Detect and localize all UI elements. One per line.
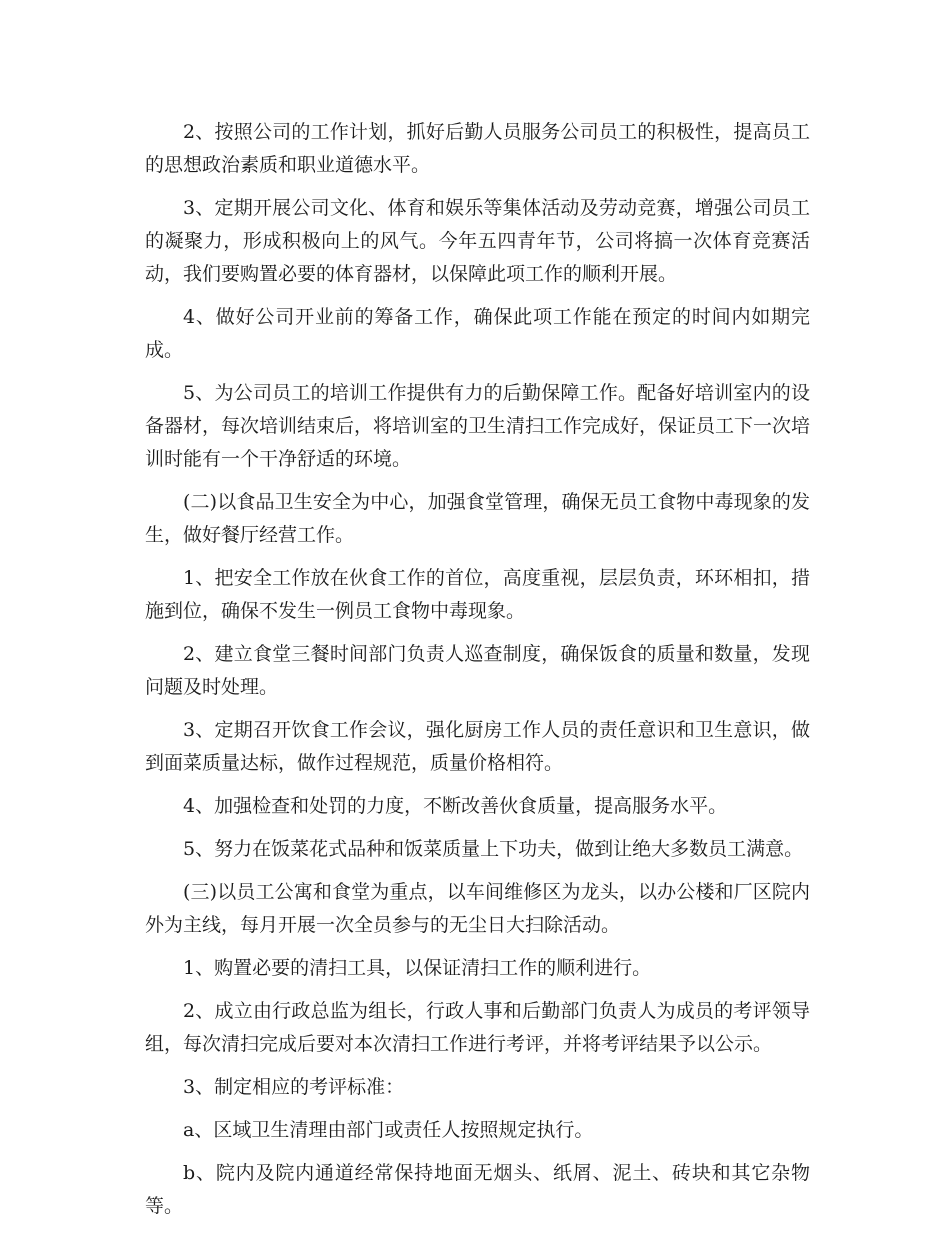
section-heading: (三)以员工公寓和食堂为重点，以车间维修区为龙头，以办公楼和厂区院内外为主线，每月开展一次全员参与的无尘日大扫除活动。 [145,881,810,936]
paragraph: 4、加强检查和处罚的力度，不断改善伙食质量，提高服务水平。 [183,795,728,817]
paragraph: 5、为公司员工的培训工作提供有力的后勤保障工作。配备好培训室内的设备器材，每次培训结束后，将培训室的卫生清扫工作完成好，保证员工下一次培训时能有一个干净舒适的环境。 [145,382,811,470]
list-item: a、区域卫生清理由部门或责任人按照规定执行。 [183,1119,594,1141]
paragraph: 2、成立由行政总监为组长，行政人事和后勤部门负责人为成员的考评领导组，每次清扫完成后要对本次清扫工作进行考评，并将考评结果予以公示。 [145,1000,810,1055]
paragraph: 1、把安全工作放在伙食工作的首位，高度重视，层层负责，环环相扣，措施到位，确保不发生一例员工食物中毒现象。 [145,567,810,622]
paragraph: 3、定期开展公司文化、体育和娱乐等集体活动及劳动竞赛，增强公司员工的凝聚力，形成积极向上的风气。今年五四青年节，公司将搞一次体育竞赛活动，我们要购置必要的体育器材，以保障此项工作的顺利开展。 [145,197,810,285]
paragraph: 2、按照公司的工作计划，抓好后勤人员服务公司员工的积极性，提高员工的思想政治素质和职业道德水平。 [145,121,810,176]
paragraph: 5、努力在饭菜花式品种和饭菜质量上下功夫，做到让绝大多数员工满意。 [183,838,804,860]
paragraph: 3、定期召开饮食工作会议，强化厨房工作人员的责任意识和卫生意识，做到面菜质量达标，做作过程规范，质量价格相符。 [145,719,810,774]
section-heading: (二)以食品卫生安全为中心，加强食堂管理，确保无员工食物中毒现象的发生，做好餐厅经营工作。 [145,491,810,546]
paragraph: 3、制定相应的考评标准： [183,1076,405,1098]
document-body [145,116,810,1233]
list-item: b、院内及院内通道经常保持地面无烟头、纸屑、泥土、砖块和其它杂物等。 [145,1162,810,1217]
paragraph: 4、做好公司开业前的筹备工作，确保此项工作能在预定的时间内如期完成。 [145,306,810,361]
paragraph: 1、购置必要的清扫工具，以保证清扫工作的顺利进行。 [183,957,652,979]
paragraph: 2、建立食堂三餐时间部门负责人巡查制度，确保饭食的质量和数量，发现问题及时处理。 [145,643,810,698]
